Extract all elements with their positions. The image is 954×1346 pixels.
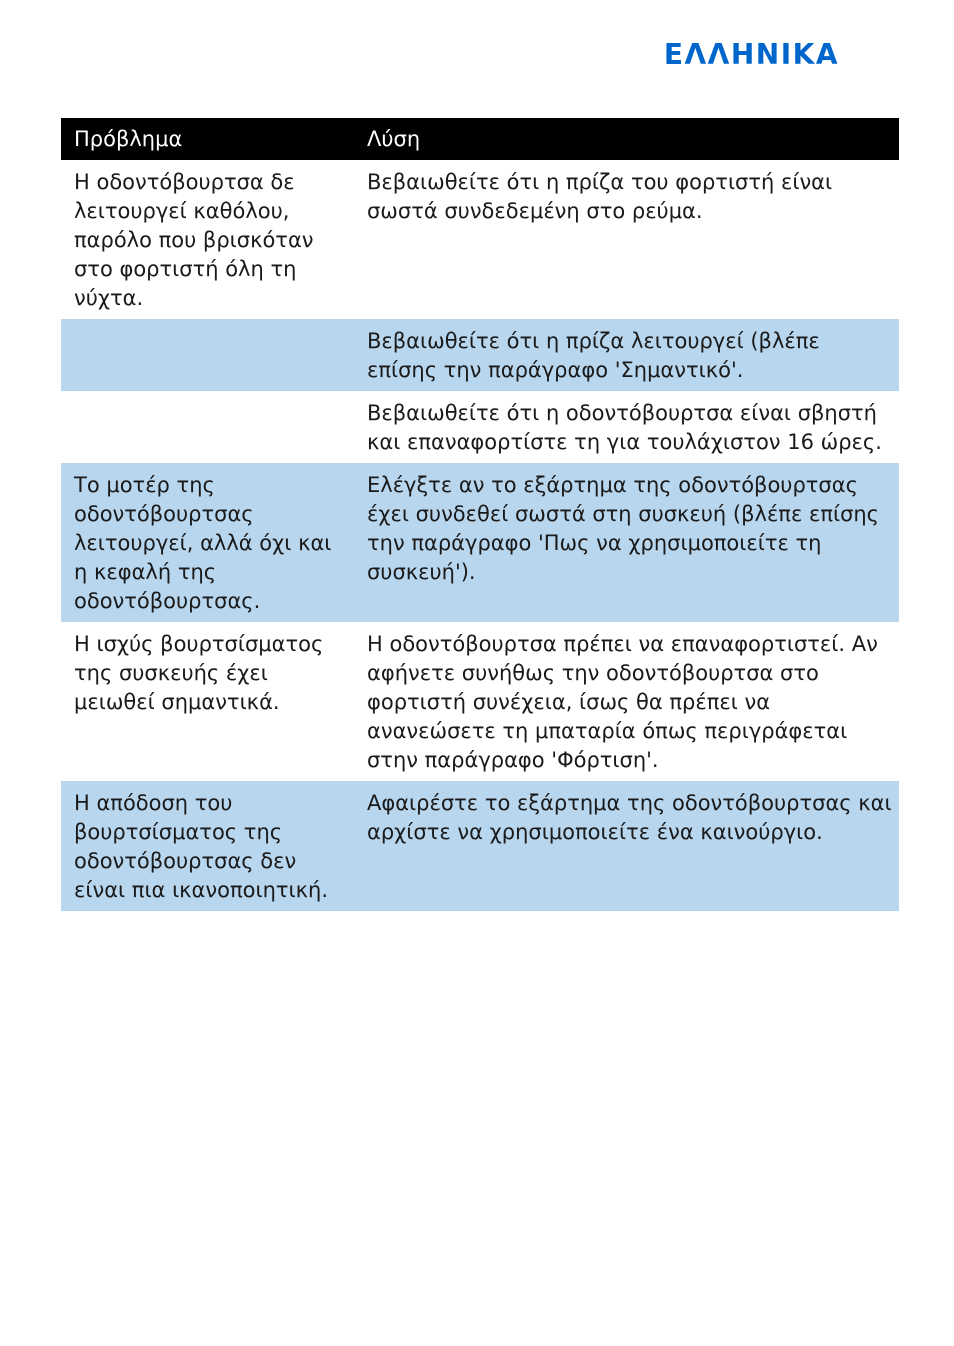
problem-cell	[61, 319, 354, 391]
solution-cell: Ελέγξτε αν το εξάρτημα της οδοντόβουρτσας έχει συνδεθεί σωστά στη συσκευή (βλέπε επίσης την παράγραφο 'Πως να χρησιμοποιείτε τη συσκευή').	[367, 473, 880, 584]
problem-cell: Η απόδοση του βουρτσίσματος της οδοντόβουρτσας δεν είναι πια ικανοποιητική.	[74, 791, 328, 902]
table-row	[61, 319, 899, 391]
table-row	[61, 391, 899, 463]
problem-cell	[61, 391, 354, 463]
solution-cell: Η οδοντόβουρτσα πρέπει να επαναφορτιστεί. Αν αφήνετε συνήθως την οδοντόβουρτσα στο φορτιστή συνέχεια, ίσως θα πρέπει να ανανεώσετε τη μπαταρία όπως περιγράφεται στην παράγραφο 'Φόρτιση'.	[367, 632, 878, 772]
column-header-solution: Λύση	[367, 127, 421, 151]
table-row	[61, 160, 899, 319]
solution-cell: Βεβαιωθείτε ότι η πρίζα του φορτιστή είναι σωστά συνδεδεμένη στο ρεύμα.	[367, 170, 833, 223]
problem-cell: Η ισχύς βουρτσίσματος της συσκευής έχει μειωθεί σημαντικά.	[74, 632, 324, 714]
solution-cell: Βεβαιωθείτε ότι η πρίζα λειτουργεί (βλέπε επίσης την παράγραφο 'Σημαντικό'.	[367, 329, 820, 382]
solution-cell: Βεβαιωθείτε ότι η οδοντόβουρτσα είναι σβηστή και επαναφορτίστε τη για τουλάχιστον 16 ώρες.	[367, 401, 882, 454]
problem-cell: Η οδοντόβουρτσα δε λειτουργεί καθόλου, παρόλο που βρισκόταν στο φορτιστή όλη τη νύχτα.	[74, 170, 314, 310]
troubleshooting-table	[61, 118, 899, 911]
problem-cell: Το μοτέρ της οδοντόβουρτσας λειτουργεί, αλλά όχι και η κεφαλή της οδοντόβουρτσας.	[74, 473, 332, 613]
table-row	[61, 463, 899, 622]
column-header-problem: Πρόβλημα	[74, 127, 183, 151]
table-row	[61, 622, 899, 781]
language-heading: ΕΛΛΗΝΙΚΑ	[663, 38, 839, 71]
table-row	[61, 781, 899, 911]
solution-cell: Αφαιρέστε το εξάρτημα της οδοντόβουρτσας και αρχίστε να χρησιμοποιείτε ένα καινούργιο.	[367, 791, 892, 844]
table-header-row	[61, 118, 899, 160]
